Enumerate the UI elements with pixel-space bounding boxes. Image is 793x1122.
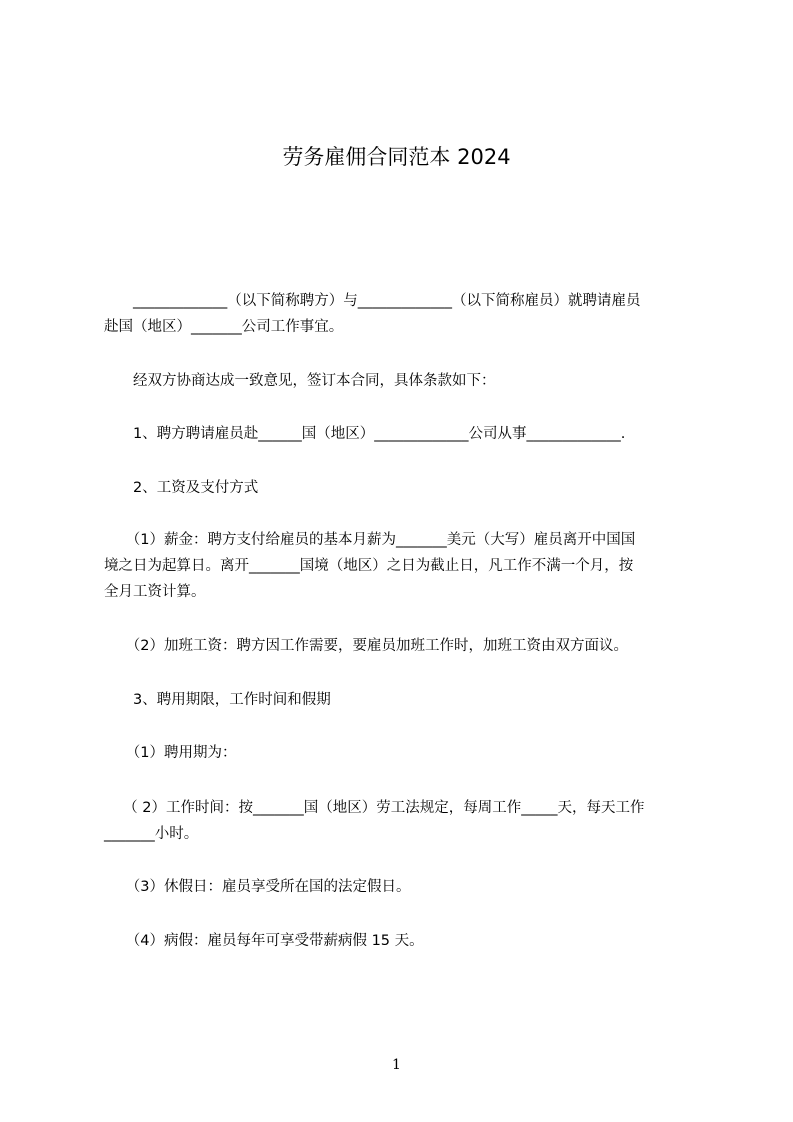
clause-3-2 xyxy=(104,795,710,847)
paragraph-line: （2）加班工资：聘方因工作需要，要雇员加班工作时，加班工资由双方面议。 xyxy=(104,638,628,654)
paragraph-line: （3）休假日：雇员享受所在国的法定假日。 xyxy=(104,879,411,895)
paragraph-line: （1）聘用期为： xyxy=(104,745,237,761)
paragraph-line: 2、工资及支付方式 xyxy=(104,480,259,496)
document-title: 劳务雇佣合同范本 2024 xyxy=(282,145,511,169)
paragraph-line: （1）薪金：聘方支付给雇员的基本月薪为_______美元（大写）雇员离开中国国 xyxy=(104,532,636,548)
page-number: 1 xyxy=(392,1057,401,1073)
paragraph-line: （4）病假：雇员每年可享受带薪病假 15 天。 xyxy=(104,933,424,949)
paragraph-line: 1、聘方聘请雇员赴______国（地区）_____________公司从事_____________. xyxy=(104,426,626,442)
clause-3-4 xyxy=(104,928,710,954)
paragraph-line: 赴国（地区）_______公司工作事宜。 xyxy=(104,319,344,335)
paragraph-line: 3、聘用期限，工作时间和假期 xyxy=(104,692,331,708)
paragraph-line: 全月工资计算。 xyxy=(104,584,206,600)
clause-3-1 xyxy=(104,740,710,766)
clause-3-3 xyxy=(104,874,710,900)
clause-2-2 xyxy=(104,633,710,659)
clause-2-1 xyxy=(104,527,710,605)
clause-1 xyxy=(104,421,710,447)
clause-2-heading xyxy=(104,475,710,501)
paragraph-line: 经双方协商达成一致意见，签订本合同，具体条款如下： xyxy=(104,373,496,389)
paragraph-line: 境之日为起算日。离开_______国境（地区）之日为截止日，凡工作不满一个月，按 xyxy=(104,558,634,574)
paragraph-line: （ 2）工作时间：按_______国（地区）劳工法规定，每周工作_____天，每天工作 xyxy=(104,800,645,816)
paragraph-line: _______小时。 xyxy=(104,826,199,842)
clause-3-heading xyxy=(104,687,710,713)
paragraph-intro xyxy=(104,288,710,340)
paragraph-agreement xyxy=(104,368,710,394)
paragraph-line: _____________（以下简称聘方）与_____________（以下简称雇员）就聘请雇员 xyxy=(104,293,641,309)
